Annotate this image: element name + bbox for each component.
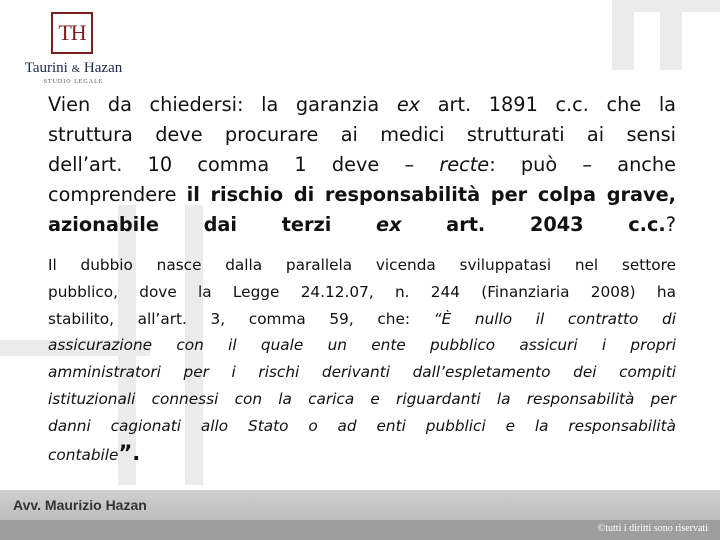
text-line: comprendere il rischio di responsabilità per colpa grave, [48,183,676,206]
firm-subtitle: STUDIO LEGALE [43,79,104,85]
footer-author: Avv. Maurizio Hazan [13,497,147,513]
watermark-shape [660,0,682,70]
copyright-notice: ©tutti i diritti sono riservati [597,523,708,534]
text-line: azionabile dai terzi ex art. 2043 c.c.? [48,213,676,236]
text-line: danni cagionati allo Stato o ad enti pubblici e la responsabilità [48,416,676,435]
text-line: struttura deve procurare ai medici strutturati ai sensi [48,123,676,146]
logo-initials: TH [58,20,86,45]
text-line: Vien da chiedersi: la garanzia ex art. 1891 c.c. che la [48,93,677,116]
text-line: dell’art. 10 comma 1 deve – recte: può – anche [48,153,676,176]
firm-name: Taurini & Hazan [24,60,123,76]
footer-copyright-bar [0,520,720,540]
firm-logo [51,12,93,54]
text-line: istituzionali connessi con la carica e riguardanti la responsabilità per [48,389,676,408]
text-line: Il dubbio nasce dalla parallela vicenda sviluppatasi nel settore [48,256,676,274]
text-line: stabilito, all’art. 3, comma 59, che: “È nullo il contratto di [48,309,676,328]
watermark-shape [612,0,634,70]
text-line: assicurazione con il quale un ente pubblico assicuri i propri [48,336,676,355]
question-paragraph [48,90,676,240]
text-line: contabile”. [48,440,141,465]
text-line: pubblico, dove la Legge 24.12.07, n. 244 (Finanziaria 2008) ha [48,282,676,301]
text-line: amministratori per i rischi derivanti dall’espletamento dei compiti [48,363,676,382]
explanation-paragraph [48,252,676,468]
